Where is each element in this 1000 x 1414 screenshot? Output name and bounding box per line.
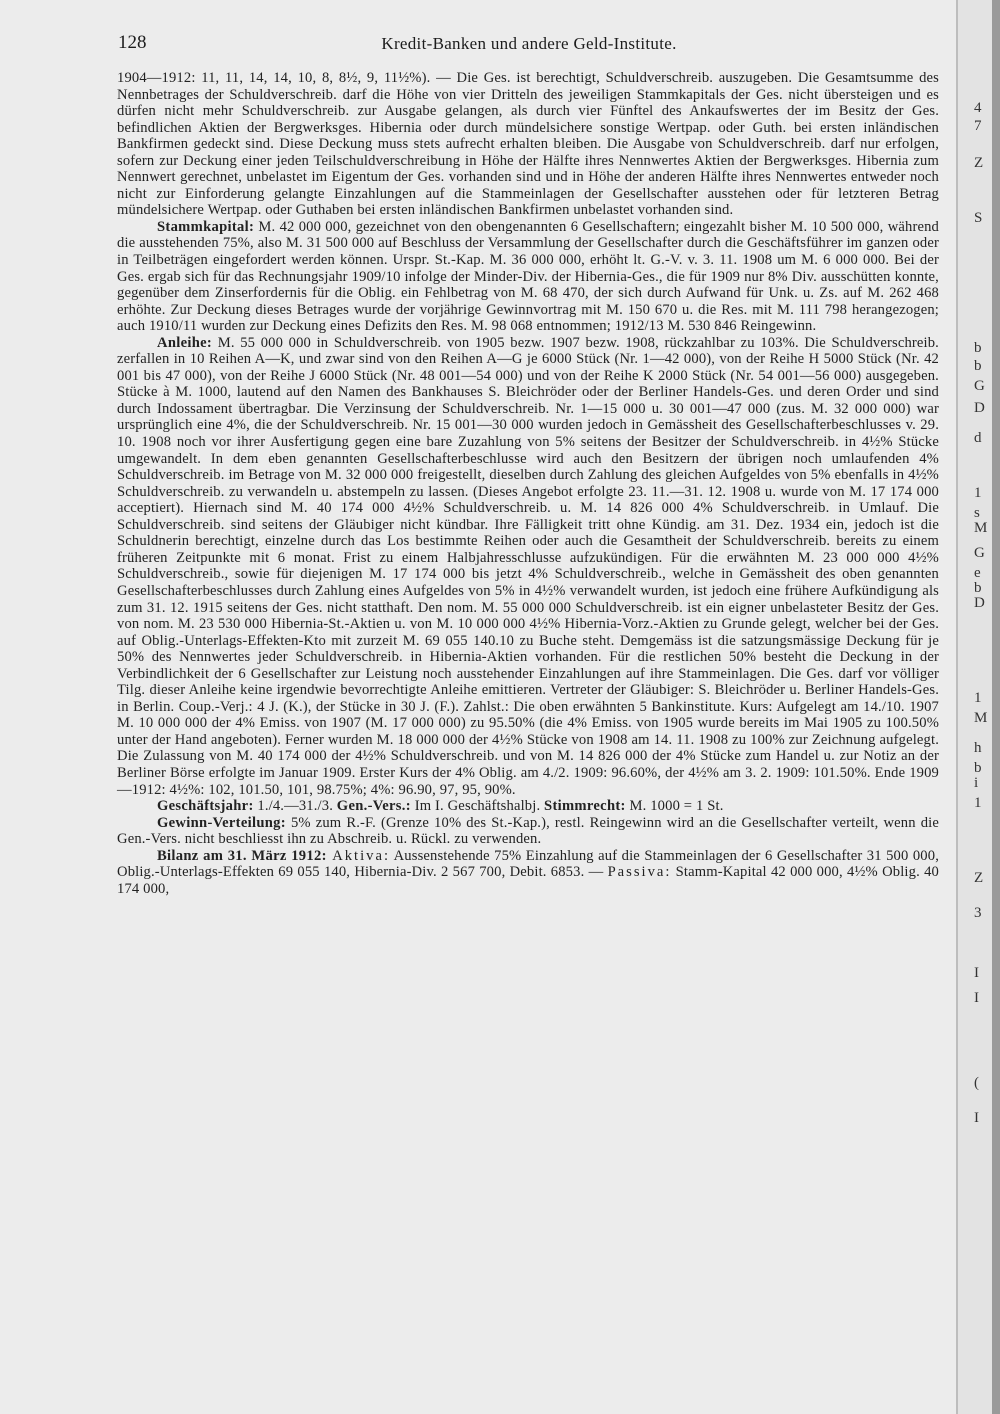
label-bilanz: Bilanz am 31. März 1912: (157, 847, 327, 864)
margin-fragment: M (974, 520, 988, 536)
margin-fragment: d (974, 430, 982, 446)
margin-fragment: I (974, 990, 979, 1006)
page-number: 128 (118, 32, 147, 53)
margin-fragment: D (974, 595, 985, 611)
margin-fragment: s (974, 505, 980, 521)
margin-fragment: b (974, 580, 982, 596)
margin-fragment: 1 (974, 795, 982, 811)
text-gewinn-verteilung: 5% zum R.-F. (Grenze 10% des St.-Kap.), restl. Reingewinn wird an die Gesellschafter verteilt, wenn die Gen.-Vers. nicht beschliesst ihn zu Abschreib. u. Rückl. zu verwenden. (117, 814, 939, 848)
text-geschaeftsjahr: 1./4.—31./3. (253, 798, 337, 815)
margin-fragment: 7 (974, 118, 982, 134)
text-passiva: Stamm-Kapital 42 000 000, 4½% Oblig. 40 174 000, (117, 864, 939, 897)
running-title: Kredit-Banken und andere Geld-Institute. (381, 34, 677, 53)
label-gewinn-verteilung: Gewinn-Verteilung: (157, 814, 286, 831)
text-anleihe: M. 55 000 000 in Schuldverschreib. von 1905 bezw. 1907 bezw. 1908, rückzahlbar zu 103%. Die Schuldverschreib. zerfallen in 10 Reihen A—K, und zwar sind von den Reihen A—G je 6000 Stück (Nr. 1—42 000), von der Reihe H 5000 Stück (Nr. 42 001 bis 47 000), von der Reihe J 6000 Stück (Nr. 48 001—54 000) und von der Reihe K 2000 Stück (Nr. 54 001—56 000) ausgegeben. Stücke à M. 1000, lautend auf den Namen des Bankhauses S. Bleichröder oder der Berliner Handels-Ges. und deren Order und sind durch Indossament übertragbar. Die Verzinsung der Schuldverschreib. Nr. 1—15 000 u. 30 001—47 000 (zus. M. 32 000 000) war ursprünglich eine 4%, die der Schuldverschreib. Nr. 15 001—30 000 wurden jedoch in Gemässheit des Gesellschafterbeschlusses v. 29. 10. 1908 noch vor ihrer Ausfertigung gegen eine bare Zuzahlung von 5% seitens der Besitzer der Schuldverschreib. in 4½% Stücke umgewandelt. In dem eben genannten Gesellschafterbeschlusse wird auch den Besitzern der übrigen noch umlaufenden 4% Schuldverschreib. im Betrage von M. 32 000 000 freigestellt, dieselben durch Zahlung des gleichen Aufgeldes von 5% ebenfalls in 4½% Schuldverschreib. zu verwandeln u. abstempeln zu lassen. (Dieses Angebot erfolgte 23. 11.—31. 12. 1908 u. wurde von M. 17 174 000 acceptiert). Hiernach sind M. 40 174 000 4½% Schuldverschreib. u. M. 14 826 000 4% Schuldverschreib. in Umlauf. Die Schuldverschreib. sind seitens der Gläubiger nicht kündbar. Ihre Fälligkeit tritt ohne Kündig. am 31. Dez. 1934 ein, jedoch ist die Schuldnerin berechtigt, einzelne durch das Los bestimmte Reihen oder auch die Gesamtheit der Schuldverschreib. bereits zu einem früheren Zeitpunkte mit 6 monat. Frist zu einem Halbjahresschlusse aufzukündigen. Für die erwähnten M. 23 000 000 4½% Schuldverschreib., sowie für diejenigen M. 17 174 000 bis jetzt 4% Schuldverschreib., welche in Gemässheit des oben genannten Gesellschafterbeschlusses durch Zahlung eines Aufgeldes von 5% in 4½% verwandelt wurden, ist jedoch eine frühere Aufkündigung als zum 31. 12. 1915 seitens der Ges. nicht statthaft. Den nom. M. 55 000 000 Schuldverschreib. ist ein eigner unbelasteter Besitz der Ges. von nom. M. 23 530 000 Hibernia-St.-Aktien u. von M. 10 000 000 4½% Hibernia-Vorz.-Aktien zu Grunde gelegt, welcher bei der Ges. auf Oblig.-Unterlags-Effekten-Kto mit zurzeit M. 69 055 140.10 zu Buche steht. Demgemäss ist die satzungsmässige Deckung für je 50% des Nennwertes jeder Schuldverschreib. in Hibernia-Aktien vorhanden. Für die restlichen 50% besteht die Deckung in der Verbindlichkeit der 6 Gesellschafter zur Leistung noch ausstehender Einzahlungen auf ihre Stammeinlagen. Die Ges. darf vor völliger Tilg. dieser Anleihe keine irgendwie bevorrechtigte Anleihe emittieren. Vertreter der Gläubiger: S. Bleichröder u. Berliner Handels-Ges. in Berlin. Coup.-Verj.: 4 J. (K.), der Stücke in 30 J. (F.). Zahlst.: Die oben erwähnten 5 Bankinstitute. Kurs: Aufgelegt am 14./10. 1907 M. 10 000 000 der 4% Emiss. von 1907 (M. 17 000 000) zu 95.50% (die 4% Emiss. von 1905 wurde bereits im Mai 1905 zu 100.50% unter der Hand angeboten). Ferner wurden M. 18 000 000 der 4½% Stücke von 1908 am 14. 11. 1908 zu 100% zur Zeichnung aufgelegt. Die Zulassung von M. 40 174 000 der 4½% Schuldverschreib. und von M. 14 826 000 der 4% Stücke zum Handel u. zur Notiz an der Berliner Börse erfolgte im Januar 1909. Erster Kurs der 4% Oblig. am 4./2. 1909: 96.60%, der 4½% am 3. 2. 1909: 101.50%. Ende 1909—1912: 4½%: 102, 101.50, 101, 98.75%; 4%: 96.90, 97, 95, 90%. (117, 334, 939, 798)
label-stammkapital: Stammkapital: (157, 218, 255, 235)
paragraph-bilanz (117, 848, 939, 898)
margin-fragment: e (974, 565, 981, 581)
margin-fragment: 1 (974, 485, 982, 501)
text-stimmrecht: M. 1000 = 1 St. (625, 798, 724, 815)
margin-fragment: b (974, 760, 982, 776)
text-gen-vers: Im I. Geschäftshalbj. (410, 798, 545, 815)
label-geschaeftsjahr: Geschäftsjahr: (157, 798, 254, 815)
margin-fragment: h (974, 740, 982, 756)
margin-fragment: 1 (974, 690, 982, 706)
text-aktiva: Aussenstehende 75% Einzahlung auf die Stammeinlagen der 6 Gesellschafter 31 500 000, Oblig.-Unterlags-Effekten 69 055 140, Hibernia-Div. 2 567 700, Debit. 6853. — (117, 847, 939, 881)
page-header (118, 32, 940, 58)
adjacent-page-fragments (962, 0, 1000, 1414)
margin-fragment: S (974, 210, 983, 226)
label-aktiva: Aktiva: (326, 847, 390, 864)
paragraph-geschaeftsjahr (117, 798, 939, 815)
label-gen-vers: Gen.-Vers.: (336, 798, 411, 815)
margin-fragment: G (974, 378, 985, 394)
margin-fragment: b (974, 358, 982, 374)
margin-fragment: b (974, 340, 982, 356)
margin-fragment: 4 (974, 100, 982, 116)
margin-fragment: 3 (974, 905, 982, 921)
body-text (117, 70, 939, 897)
label-stimmrecht: Stimmrecht: (544, 798, 626, 815)
paragraph-anleihe (117, 335, 939, 798)
margin-fragment: I (974, 1110, 979, 1126)
margin-fragment: G (974, 545, 985, 561)
label-passiva: Passiva: (607, 864, 672, 881)
margin-fragment: M (974, 710, 988, 726)
paragraph-gewinn-verteilung (117, 815, 939, 848)
margin-fragment: D (974, 400, 985, 416)
margin-fragment: i (974, 775, 979, 791)
margin-fragment: ( (974, 1075, 979, 1091)
margin-fragment: Z (974, 870, 984, 886)
margin-fragment: I (974, 965, 979, 981)
text-stammkapital: M. 42 000 000, gezeichnet von den obengenannten 6 Gesellschaftern; eingezahlt bisher M. 10 500 000, während die ausstehenden 75%, also M. 31 500 000 auf Beschluss der Versammlung der Gesellschafter durch die Geschäftsführer im ganzen oder in Teilbeträgen eingefordert werden können. Urspr. St.-Kap. M. 36 000 000, erhöht lt. G.-V. v. 3. 11. 1908 um M. 6 000 000. Bei der Ges. ergab sich für das Rechnungsjahr 1909/10 infolge der Minder-Div. der Hibernia-Ges., die für 1909 nur 8% Div. ausschütten konnte, gegenüber dem Zinserfordernis für die Oblig. ein Fehlbetrag von M. 68 470, der sich durch Aufwand für Unk. u. Zs. auf M. 262 468 erhöhte. Zur Deckung dieses Betrages wurde der vorjährige Gewinnvortrag mit M. 150 670 u. die Res. mit M. 111 798 herangezogen; auch 1910/11 wurden zur Deckung eines Defizits den Res. M. 98 068 entnommen; 1912/13 M. 530 846 Reingewinn. (117, 218, 939, 335)
label-anleihe: Anleihe: (157, 334, 213, 351)
margin-fragment: Z (974, 155, 984, 171)
paragraph-stammkapital (117, 219, 939, 335)
paragraph-1: 1904—1912: 11, 11, 14, 14, 10, 8, 8½, 9, 11½%). — Die Ges. ist berechtigt, Schuldverschreib. auszugeben. Die Gesamtsumme des Nennbetrages der Schuldverschreib. darf die Höhe von vier Dritteln des jeweiligen Stammkapitals der Ges. nicht übersteigen und es dürfen nicht mehr Schuldverschreib. zur Ausgabe gelangen, als durch vier Fünftel des Ankaufswertes der im Besitz der Ges. befindlichen Aktien der Bergwerksges. Hibernia oder durch mündelsichere sonstige Wertpap. oder Guth. bei ersten inländischen Bankfirmen gedeckt sind. Diese Deckung muss stets aufrecht erhalten bleiben. Die Ausgabe von Schuldverschreib. darf nur erfolgen, sofern zur Deckung einer jeden Teilschuldverschreibung in Höhe der Hälfte ihres Nennwertes Aktien der Bergwerksges. Hibernia zum Nennwert gerechnet, unbelastet im Eigentum der Ges. vorhanden sind und in Höhe der anderen Hälfte ihres Nennwertes entweder noch nicht zur Einforderung gelangte Einzahlungen auf die Stammeinlagen der Gesellschafter ausstehen oder für letzteren Betrag mündelsichere Wertpap. oder Guthaben bei ersten inländischen Bankfirmen unbelastet vorhanden sind. (117, 70, 939, 219)
